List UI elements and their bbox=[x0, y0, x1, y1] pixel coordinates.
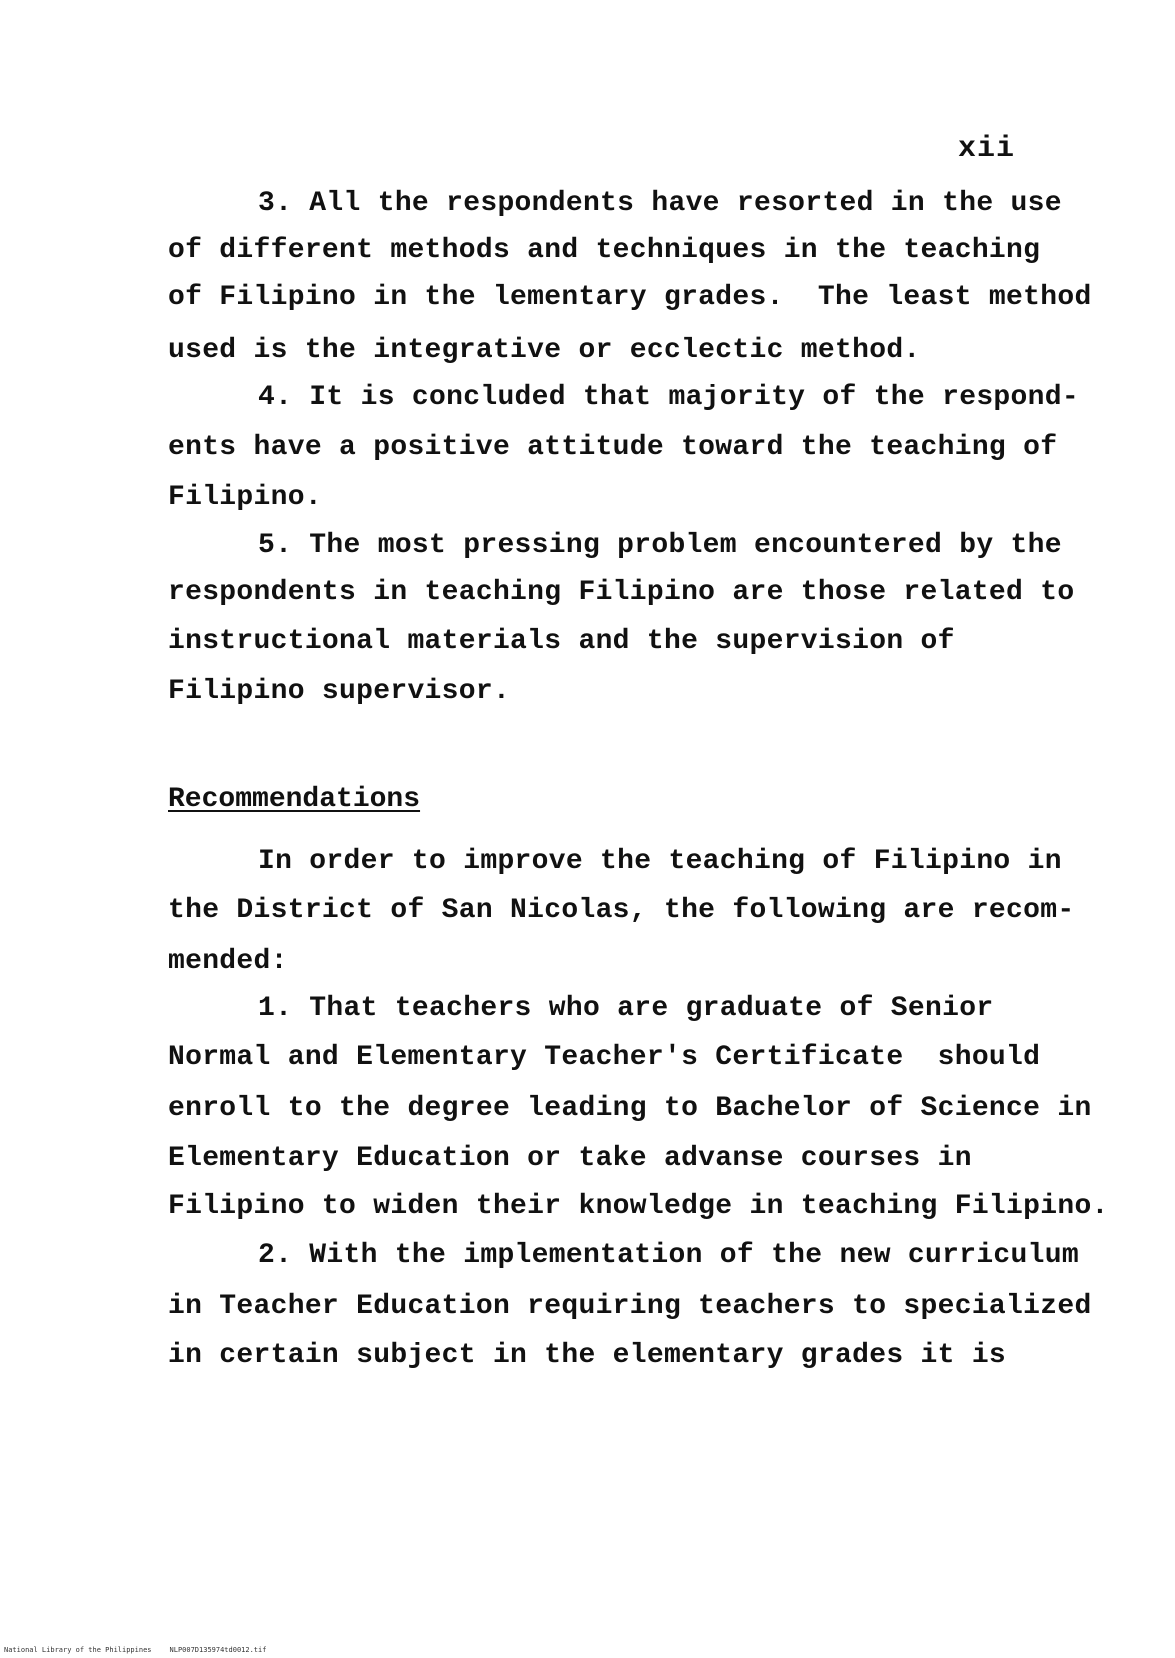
text-line: in Teacher Education requiring teachers to specialized bbox=[168, 1291, 1092, 1322]
text-line: 5. The most pressing problem encountered by the bbox=[258, 530, 1062, 561]
recommendations-heading: Recommendations bbox=[168, 784, 421, 815]
text-line: the District of San Nicolas, the following are recom- bbox=[168, 895, 1075, 926]
text-line: enroll to the degree leading to Bachelor of Science in bbox=[168, 1093, 1092, 1124]
text-line: respondents in teaching Filipino are those related to bbox=[168, 577, 1075, 608]
page-number: xii bbox=[957, 132, 1015, 166]
text-line: Normal and Elementary Teacher's Certificate should bbox=[168, 1042, 1041, 1073]
text-line: 2. With the implementation of the new curriculum bbox=[258, 1240, 1079, 1271]
text-line: 1. That teachers who are graduate of Senior bbox=[258, 993, 994, 1024]
text-line: instructional materials and the supervision of bbox=[168, 626, 955, 657]
footer-library: National Library of the Philippines bbox=[4, 1646, 152, 1654]
scan-footer bbox=[4, 1646, 284, 1654]
footer-file: NLP007D135974td0012.tif bbox=[169, 1646, 267, 1654]
text-line: in certain subject in the elementary grades it is bbox=[168, 1340, 1007, 1371]
text-line: Elementary Education or take advanse courses in bbox=[168, 1143, 972, 1174]
text-line: 4. It is concluded that majority of the respond- bbox=[258, 382, 1079, 413]
text-line: 3. All the respondents have resorted in the use bbox=[258, 188, 1062, 219]
text-line: of different methods and techniques in the teaching bbox=[168, 235, 1041, 266]
text-line: of Filipino in the lementary grades. The least method bbox=[168, 282, 1092, 313]
text-line: Filipino supervisor. bbox=[168, 676, 511, 707]
text-line: used is the integrative or ecclectic method. bbox=[168, 335, 921, 366]
text-line: mended: bbox=[168, 946, 288, 977]
text-line: Filipino. bbox=[168, 482, 322, 513]
text-line: In order to improve the teaching of Filipino in bbox=[258, 846, 1062, 877]
text-line: ents have a positive attitude toward the teaching of bbox=[168, 432, 1058, 463]
text-line: Filipino to widen their knowledge in teaching Filipino. bbox=[168, 1191, 1109, 1222]
